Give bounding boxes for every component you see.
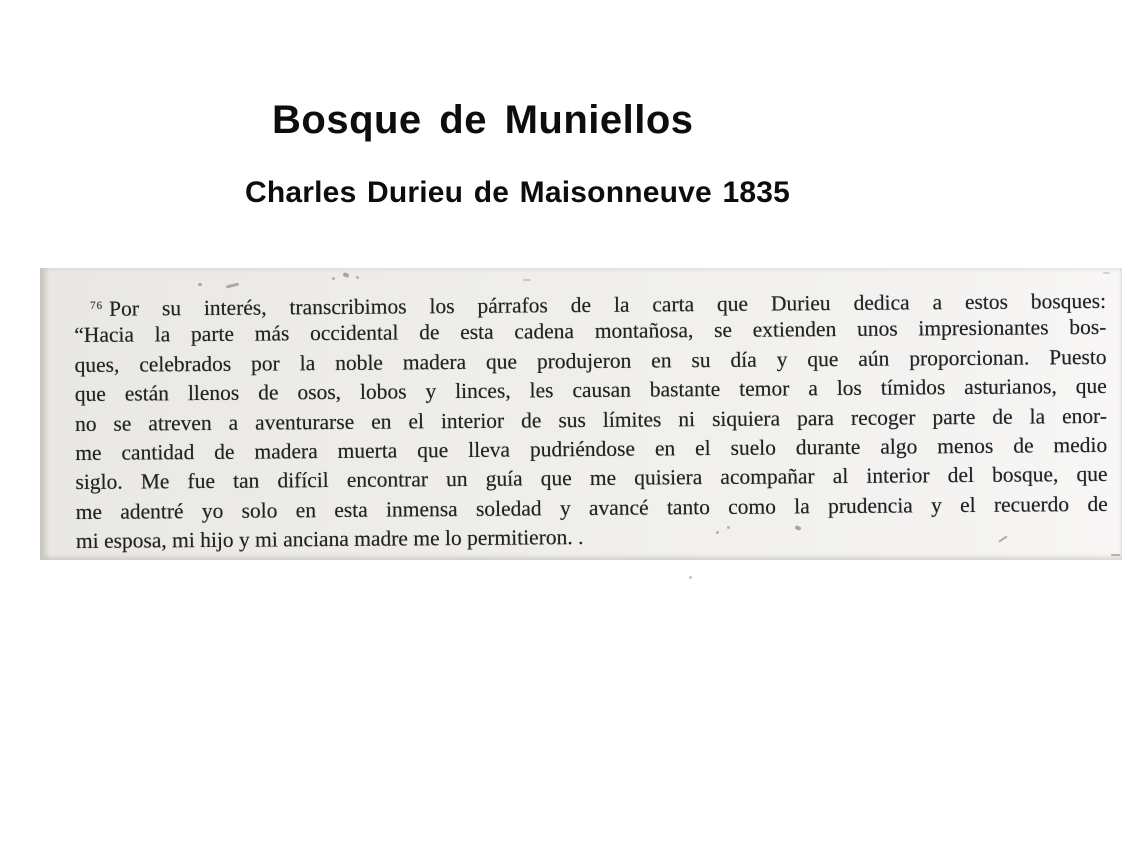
page-subtitle: Charles Durieu de Maisonneuve 1835 xyxy=(245,176,791,209)
scan-line: ques, celebrados por la noble madera que produjeron en su día y que aún proporcionan. Puesto xyxy=(74,344,1107,377)
scan-speck xyxy=(226,282,239,288)
scan-speck xyxy=(332,277,335,280)
scan-line: no se atreven a aventurarse en el interior de sus límites ni siquiera para recoger parte de la enor- xyxy=(74,403,1108,436)
scan-speck xyxy=(198,283,202,286)
scanned-text-image xyxy=(40,268,1122,560)
scan-line-text: Por su interés, transcribimos los párrafos de la carta que Durieu dedica a estos bosques: xyxy=(109,288,1107,321)
page-title: Bosque de Muniellos xyxy=(272,98,694,142)
scan-speck xyxy=(356,276,359,279)
scan-speck xyxy=(342,272,349,278)
scan-line: mi esposa, mi hijo y mi anciana madre me lo permitieron. . xyxy=(75,525,584,554)
scan-speck xyxy=(523,279,531,281)
scan-line: “Hacia la parte más occidental de esta cadena montañosa, se extienden unos impresionantes bos- xyxy=(74,315,1107,348)
scan-line: siglo. Me fue tan difícil encontrar un guía que me quisiera acompañar al interior del bosque, que xyxy=(75,462,1108,495)
scan-line: me cantidad de madera muerta que lleva pudriéndose en el suelo durante algo menos de medio xyxy=(75,432,1108,465)
footnote-marker: 76 xyxy=(90,299,104,312)
scan-line: me adentré yo solo en esta inmensa soledad y avancé tanto como la prudencia y el recuerdo de xyxy=(75,491,1108,524)
scan-line: que están llenos de osos, lobos y linces, les causan bastante temor a los tímidos asturianos, que xyxy=(74,374,1107,407)
scanned-paragraph xyxy=(74,284,1108,557)
scan-speck xyxy=(1103,272,1110,274)
scan-edge-shadow xyxy=(40,268,49,560)
page-speck xyxy=(689,576,692,579)
scan-speck xyxy=(1111,554,1120,556)
